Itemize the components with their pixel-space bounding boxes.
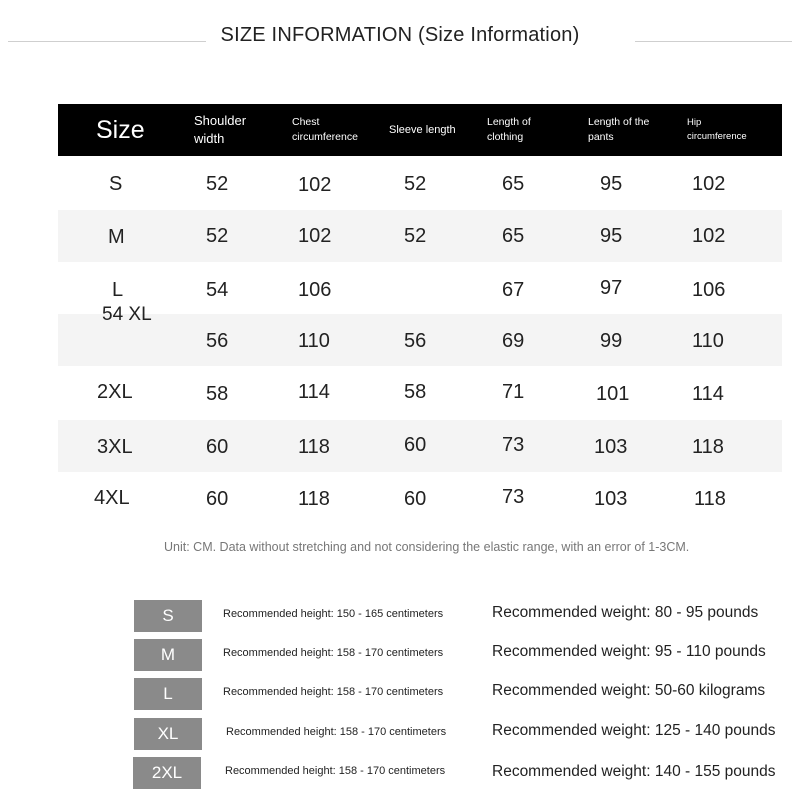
cell-length: 65 xyxy=(502,173,525,195)
cell-hip: 118 xyxy=(694,488,726,510)
header-shoulder-line2: width xyxy=(194,131,225,146)
cell-pants: 95 xyxy=(600,225,623,247)
cell-chest: 118 xyxy=(298,436,330,458)
cell-hip: 110 xyxy=(692,330,724,352)
recommended-height: Recommended height: 158 - 170 centimeters xyxy=(225,765,446,777)
header-hip-line1: Hip xyxy=(687,117,702,128)
cell-size: 4XL xyxy=(94,487,130,509)
recommended-weight: Recommended weight: 95 - 110 pounds xyxy=(492,643,766,660)
cell-chest: 102 xyxy=(298,174,332,196)
size-badge-l: L xyxy=(134,678,202,710)
size-badge-s: S xyxy=(134,600,202,632)
cell-pants: 99 xyxy=(600,330,623,352)
cell-size: S xyxy=(109,173,123,195)
header-pants-line2: pants xyxy=(588,131,614,143)
header-hip xyxy=(687,104,747,156)
header-chest-line2: circumference xyxy=(292,131,358,143)
cell-pants: 103 xyxy=(594,436,628,458)
header-length-line1: Length of xyxy=(487,116,531,128)
cell-shoulder: 52 xyxy=(206,225,229,247)
cell-hip: 106 xyxy=(692,279,726,301)
cell-chest: 118 xyxy=(298,488,330,510)
cell-sleeve: 58 xyxy=(404,381,427,403)
cell-length: 69 xyxy=(502,330,525,352)
size-badge-m: M xyxy=(134,639,202,671)
page-title: SIZE INFORMATION (Size Information) xyxy=(220,24,580,46)
cell-hip: 114 xyxy=(692,383,724,405)
size-badge-xl: XL xyxy=(134,718,202,750)
size-badge-2xl: 2XL xyxy=(133,757,201,789)
cell-pants: 97 xyxy=(600,277,623,299)
recommended-height: Recommended height: 158 - 170 centimeters xyxy=(223,686,444,698)
cell-size: 3XL xyxy=(97,436,133,458)
cell-sleeve: 60 xyxy=(404,488,427,510)
header-size: Size xyxy=(96,115,145,144)
cell-shoulder: 52 xyxy=(206,173,229,195)
recommended-weight: Recommended weight: 50-60 kilograms xyxy=(492,682,766,699)
header-chest-line1: Chest xyxy=(292,116,320,128)
cell-hip: 102 xyxy=(692,173,726,195)
cell-shoulder: 60 xyxy=(206,436,229,458)
cell-length: 73 xyxy=(502,434,525,456)
cell-hip: 118 xyxy=(692,436,724,458)
header-shoulder-line1: Shoulder xyxy=(194,113,247,128)
header-chest xyxy=(292,104,358,156)
cell-sleeve: 60 xyxy=(404,434,427,456)
header-pants-length xyxy=(588,104,649,156)
cell-hip: 102 xyxy=(692,225,726,247)
cell-length: 65 xyxy=(502,225,525,247)
cell-sleeve: 56 xyxy=(404,330,427,352)
cell-size: L xyxy=(112,279,124,301)
cell-size: 54 XL xyxy=(102,304,152,325)
recommended-weight: Recommended weight: 125 - 140 pounds xyxy=(492,722,776,739)
recommended-height: Recommended height: 158 - 170 centimeters xyxy=(226,726,447,738)
cell-size: M xyxy=(108,226,125,248)
cell-chest: 102 xyxy=(298,225,332,247)
cell-chest: 110 xyxy=(298,330,330,352)
recommended-height: Recommended height: 158 - 170 centimeters xyxy=(223,647,444,659)
cell-shoulder: 58 xyxy=(206,383,229,405)
cell-shoulder: 56 xyxy=(206,330,229,352)
recommended-height: Recommended height: 150 - 165 centimeters xyxy=(223,608,444,620)
header-pants-line1: Length of the xyxy=(588,116,650,128)
cell-pants: 103 xyxy=(594,488,628,510)
recommended-weight: Recommended weight: 140 - 155 pounds xyxy=(492,763,776,780)
cell-length: 71 xyxy=(502,381,525,403)
cell-sleeve: 52 xyxy=(404,225,427,247)
cell-shoulder: 60 xyxy=(206,488,229,510)
recommended-weight: Recommended weight: 80 - 95 pounds xyxy=(492,604,759,621)
title-divider-left xyxy=(8,41,206,42)
cell-chest: 106 xyxy=(298,279,332,301)
header-shoulder-width xyxy=(194,104,246,156)
cell-size: 2XL xyxy=(97,381,133,403)
cell-length: 73 xyxy=(502,486,525,508)
header-length-line2: clothing xyxy=(487,131,524,143)
header-sleeve-length: Sleeve length xyxy=(389,124,456,136)
title-divider-right xyxy=(635,41,792,42)
measurement-note: Unit: CM. Data without stretching and not considering the elastic range, with an error of 1-3CM. xyxy=(164,540,690,554)
cell-pants: 101 xyxy=(596,383,630,405)
cell-shoulder: 54 xyxy=(206,279,229,301)
header-clothing-length xyxy=(487,104,531,156)
header-hip-line2: circumference xyxy=(687,131,747,142)
cell-chest: 114 xyxy=(298,381,330,403)
size-table-header xyxy=(58,104,782,156)
cell-pants: 95 xyxy=(600,173,623,195)
cell-sleeve: 52 xyxy=(404,173,427,195)
cell-length: 67 xyxy=(502,279,525,301)
